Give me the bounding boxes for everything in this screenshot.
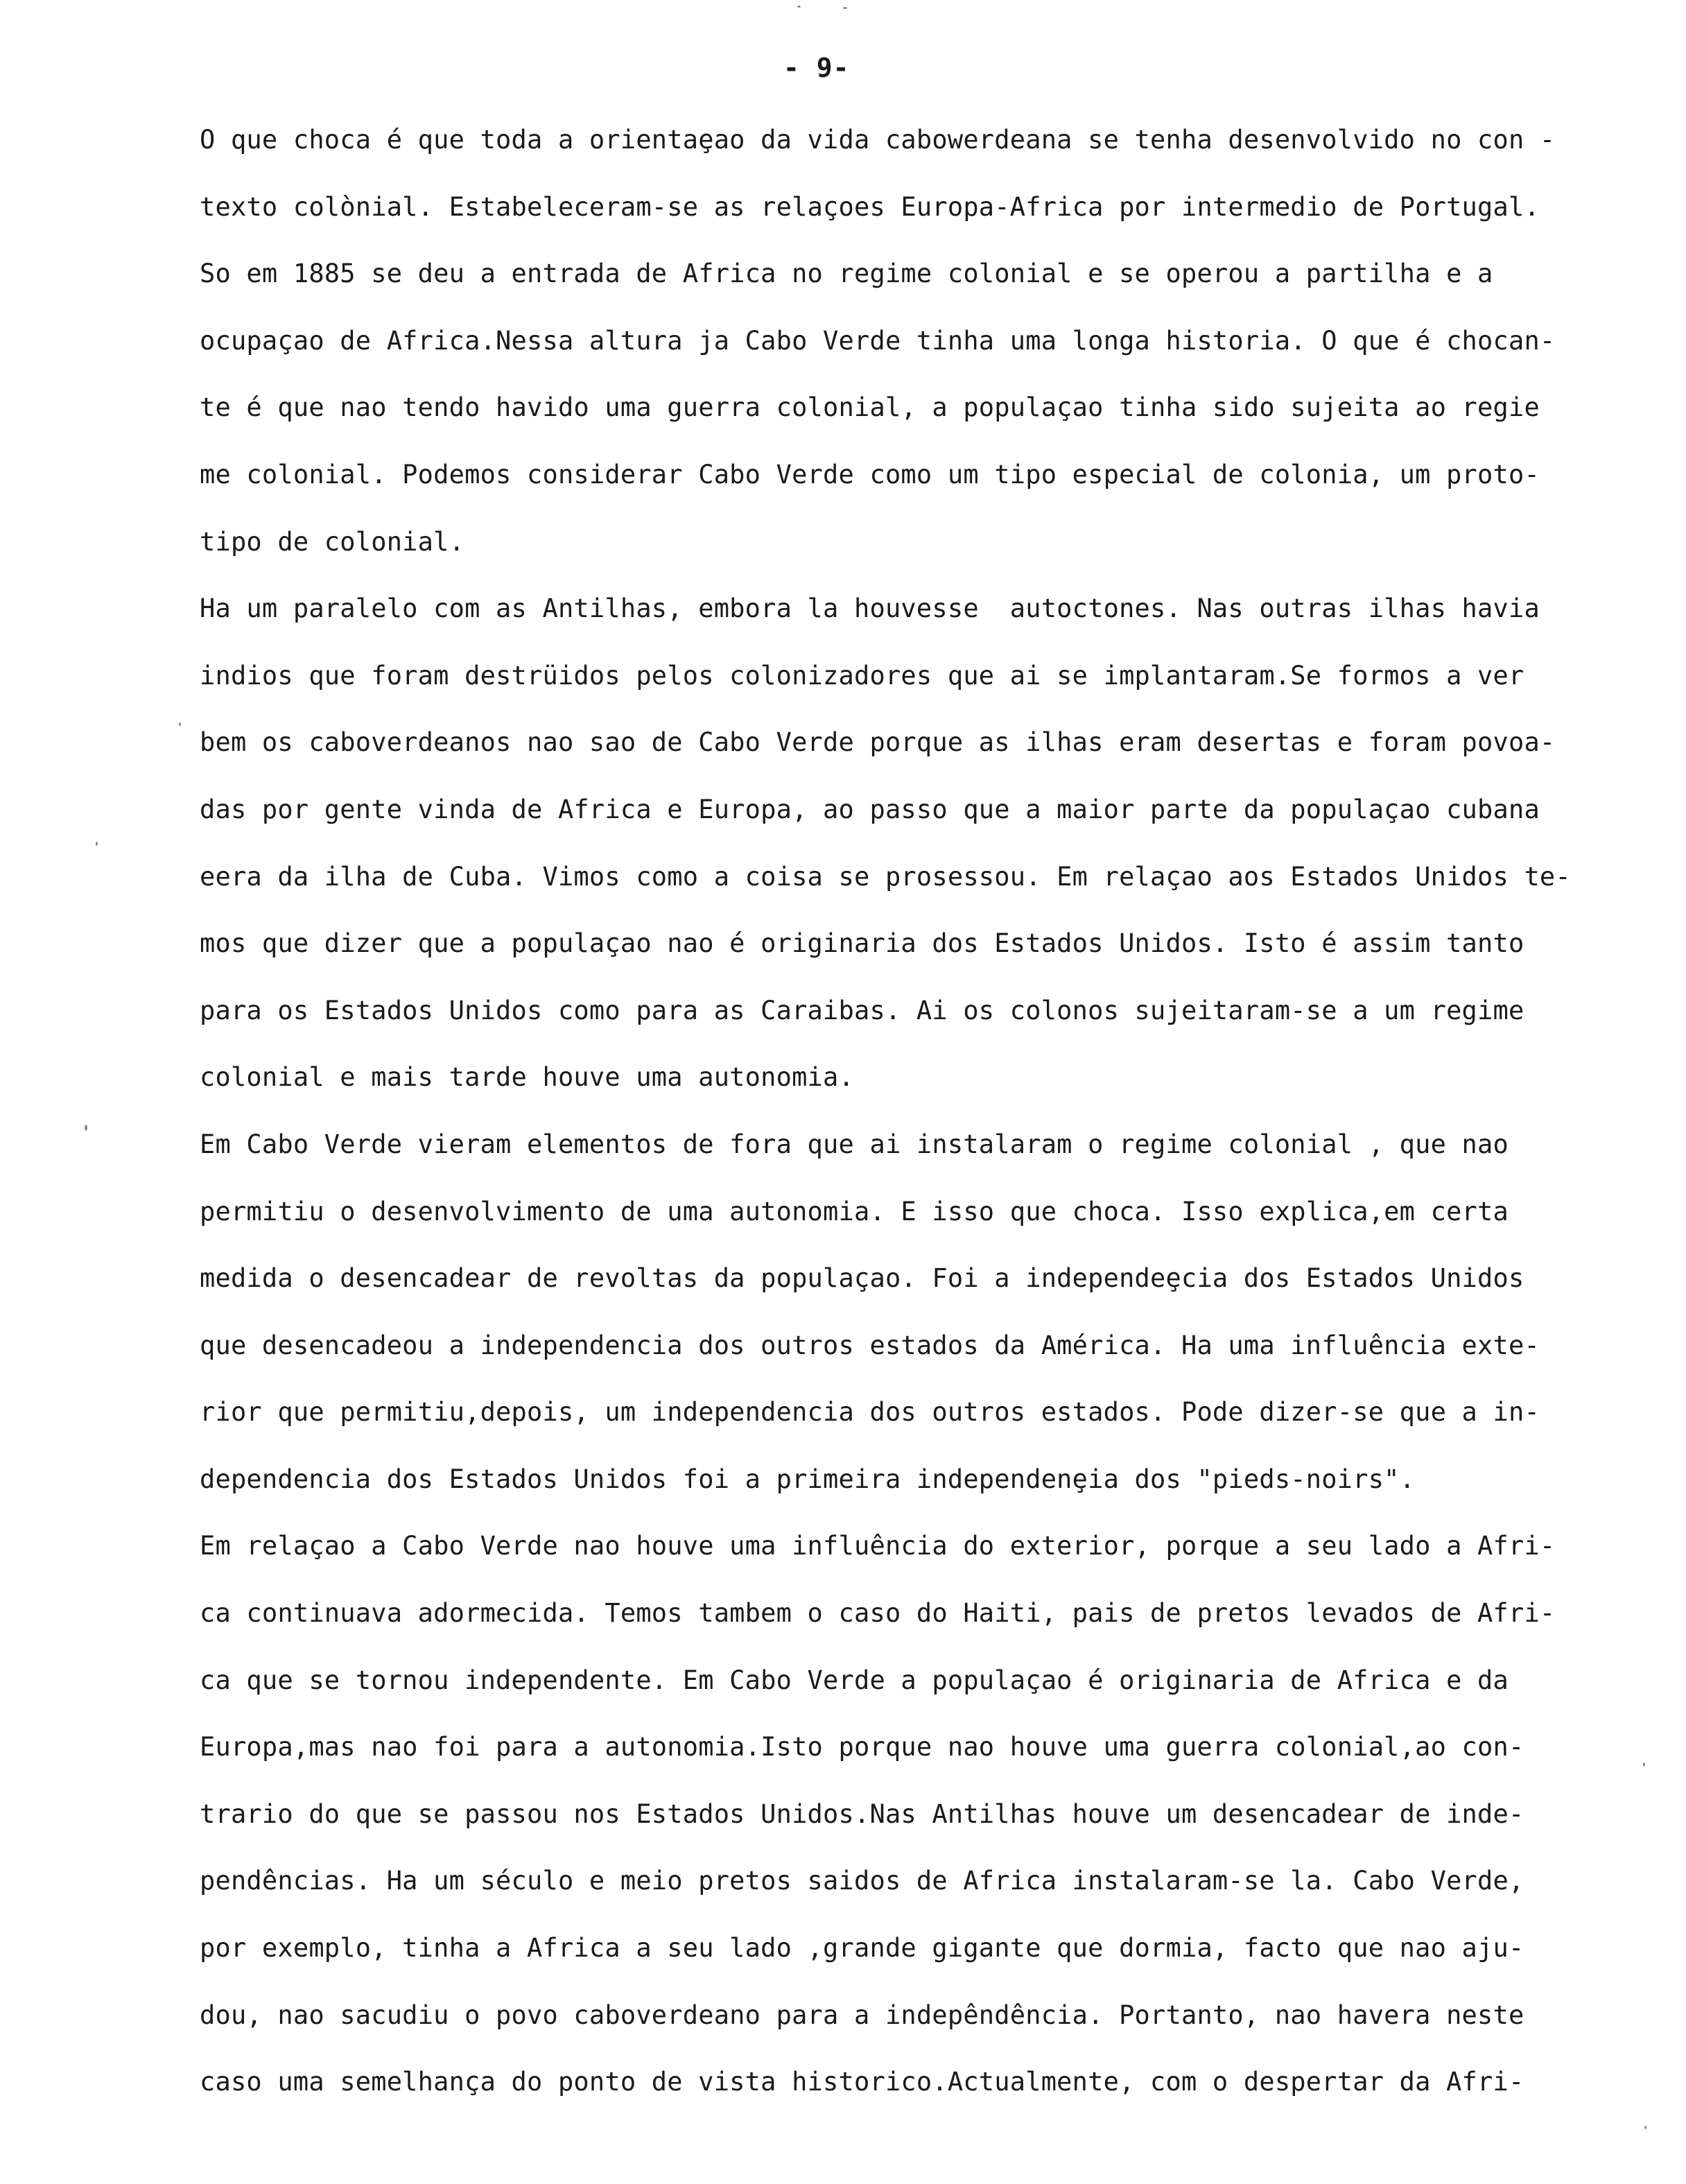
text-line: So em 1885 se deu a entrada de Africa no regime colonial e se operou a partilha e a [200,259,1493,289]
text-line: dependencia dos Estados Unidos foi a primeira independenȩia dos "pieds-noirs". [200,1464,1416,1494]
scan-speck [1643,1762,1645,1767]
text-line: permitiu o desenvolvimento de uma autonomia. E isso que choca. Isso explica,em certa [200,1196,1509,1227]
text-line: que desencadeou a independencia dos outros estados da América. Ha uma influência exte- [200,1330,1540,1360]
text-line: rior que permitiu,depois, um independencia dos outros estados. Pode dizer-se que a in- [200,1397,1540,1428]
text-line: ca que se tornou independente. Em Cabo Verde a populaçao é originaria de Africa e da [200,1665,1509,1695]
text-line: Europa,mas nao foi para a autonomia.Isto porque nao houve uma guerra colonial,ao con- [200,1732,1524,1762]
text-line: Em relaçao a Cabo Verde nao houve uma influência do exterior, porque a seu lado a Afri- [200,1531,1556,1561]
text-line: Ha um paralelo com as Antilhas, embora la houvesse autoctones. Nas outras ilhas havia [200,593,1540,624]
text-line: me colonial. Podemos considerar Cabo Verde como um tipo especial de colonia, um proto- [200,459,1540,489]
text-line: texto colònial. Estabeleceram-se as relaçoes Europa-Africa por intermedio de Portugal. [200,191,1540,222]
text-line: caso uma semelhança do ponto de vista historico.Actualmente, com o despertar da Afri- [200,2067,1524,2097]
text-line: por exemplo, tinha a Africa a seu lado ,grande gigante que dormia, facto que nao aju- [200,1933,1524,1964]
text-line: ca continuava adormecida. Temos tambem o caso do Haiti, pais de pretos levados de Afri- [200,1598,1556,1629]
scan-speck [797,6,801,8]
scan-speck [85,1125,87,1131]
text-line: indios que foram destrüidos pelos colonizadores que ai se implantaram.Se formos a ver [200,660,1524,691]
page-number: - 9- [783,53,850,83]
body-text [200,122,1628,2131]
text-line: O que choca é que toda a orientaȩao da vida cabowerdeana se tenha desenvolvido no con - [200,125,1556,155]
text-line: bem os caboverdeanos nao sao de Cabo Verde porque as ilhas eram desertas e foram povoa- [200,727,1556,758]
text-line: tipo de colonial. [200,526,465,557]
text-line: para os Estados Unidos como para as Caraibas. Ai os colonos sujeitaram-se a um regime [200,995,1524,1025]
text-line: mos que dizer que a populaçao nao é originaria dos Estados Unidos. Isto é assim tanto [200,928,1524,959]
text-line: dou, nao sacudiu o povo caboverdeano para a indepêndência. Portanto, nao havera neste [200,2000,1524,2030]
scan-speck [1644,2126,1646,2129]
text-line: pendências. Ha um século e meio pretos saidos de Africa instalaram-se la. Cabo Verde, [200,1866,1524,1896]
text-line: trario do que se passou nos Estados Unidos.Nas Antilhas houve um desencadear de inde- [200,1799,1524,1829]
scan-speck [179,722,181,726]
text-line: colonial e mais tarde houve uma autonomia. [200,1062,854,1093]
text-line: das por gente vinda de Africa e Europa, ao passo que a maior parte da populaçao cubana [200,794,1540,824]
scan-speck [843,7,847,9]
text-line: eera da ilha de Cuba. Vimos como a coisa se prosessou. Em relaçao aos Estados Unidos te- [200,861,1571,892]
text-line: te é que nao tendo havido uma guerra colonial, a populaçao tinha sido sujeita ao regie [200,392,1540,423]
text-line: medida o desencadear de revoltas da populaçao. Foi a independeȩcia dos Estados Unidos [200,1263,1524,1294]
scan-speck [96,842,98,846]
text-line: Em Cabo Verde vieram elementos de fora que ai instalaram o regime colonial , que nao [200,1129,1509,1159]
text-line: ocupaçao de Africa.Nessa altura ja Cabo Verde tinha uma longa historia. O que é chocan- [200,325,1556,356]
